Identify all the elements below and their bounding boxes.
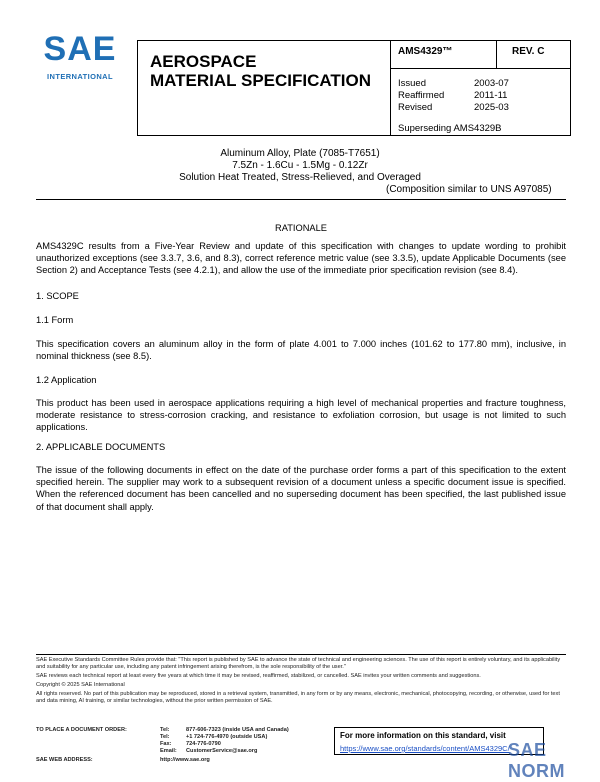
reaffirmed-value: 2011-11 bbox=[474, 90, 508, 101]
rationale-text: AMS4329C results from a Five-Year Review and update of this specification with changes to update wording to prohibit unauthorized exceptions (see 3.3.7, 3.6, and 8.3), correct reference metric value (see 3.3.5), update Applicable Documents (see Section 2) and Acceptance Tests (see 4.2.1), and allow the use of the immediate prior specification revision (see 8.4). bbox=[36, 241, 566, 276]
email-label: Email: bbox=[160, 748, 177, 754]
section-application: 1.2 Application bbox=[36, 375, 97, 385]
fax-label: Fax: bbox=[160, 741, 172, 747]
revised-value: 2025-03 bbox=[474, 102, 509, 113]
watermark: SAE NORM bbox=[508, 740, 565, 781]
sae-logo-subtitle: INTERNATIONAL bbox=[47, 72, 113, 81]
footer-divider bbox=[36, 654, 566, 655]
section-form: 1.1 Form bbox=[36, 315, 74, 325]
tel2-label: Tel: bbox=[160, 734, 170, 740]
applicable-documents-text: The issue of the following documents in effect on the date of the purchase order forms a part of this specification to the extent specified herein. The supplier may work to a subsequent revision of a document unless a specific document issue is specified. When the referenced document has been cancelled and no superseding document has been specified, the last published issue of that document shall apply. bbox=[36, 465, 566, 512]
reaffirmed-label: Reaffirmed bbox=[398, 90, 445, 101]
document-number: AMS4329™ bbox=[398, 46, 453, 57]
web-label: SAE WEB ADDRESS: bbox=[36, 757, 93, 763]
footer-copyright: Copyright © 2025 SAE International bbox=[36, 682, 125, 688]
subtitle-line-1: Aluminum Alloy, Plate (7085-T7651) bbox=[220, 148, 380, 159]
footer-rights: All rights reserved. No part of this publication may be reproduced, stored in a retrieval system, transmitted, in any form or by any means, electronic, mechanical, photocopying, recording, or otherwise, used for text and data mining, AI training, or similar technologies, without the prior written permission of SAE. bbox=[36, 691, 560, 704]
footer-review: SAE reviews each technical report at least every five years at which time it may be revised, reaffirmed, stabilized, or cancelled. SAE invites your written comments and suggestions. bbox=[36, 673, 481, 679]
section-scope: 1. SCOPE bbox=[36, 291, 79, 301]
email-link[interactable]: CustomerService@sae.org bbox=[186, 748, 258, 754]
application-text: This product has been used in aerospace applications requiring a high level of mechanical properties and fracture toughness, moderate resistance to stress-corrosion cracking, and resistance to exfoliation corrosion, but usage is not limited to such applications. bbox=[36, 398, 566, 433]
title-line-1: AEROSPACE bbox=[150, 52, 257, 71]
fax-value: 724-776-0790 bbox=[186, 741, 221, 747]
title-line-2: MATERIAL SPECIFICATION bbox=[150, 71, 371, 90]
issued-value: 2003-07 bbox=[474, 78, 509, 89]
composition-note: (Composition similar to UNS A97085) bbox=[386, 184, 552, 195]
subtitle-line-2: 7.5Zn - 1.6Cu - 1.5Mg - 0.12Zr bbox=[232, 160, 368, 171]
issued-label: Issued bbox=[398, 78, 426, 89]
revised-label: Revised bbox=[398, 102, 433, 113]
tel2-value: +1 724-776-4970 (outside USA) bbox=[186, 734, 268, 740]
sae-logo: SAE bbox=[43, 30, 117, 68]
section-applicable-documents: 2. APPLICABLE DOCUMENTS bbox=[36, 442, 166, 452]
subtitle-line-3: Solution Heat Treated, Stress-Relieved, and Overaged bbox=[179, 172, 421, 183]
footer bbox=[36, 657, 566, 705]
web-link[interactable]: http://www.sae.org bbox=[160, 757, 210, 763]
order-label: TO PLACE A DOCUMENT ORDER: bbox=[36, 727, 127, 733]
revision-label: REV. C bbox=[512, 46, 545, 57]
tel-value: 877-606-7323 (inside USA and Canada) bbox=[186, 727, 289, 733]
rationale-heading: RATIONALE bbox=[274, 223, 327, 233]
standard-link[interactable]: https://www.sae.org/standards/content/AMS4329C/ bbox=[340, 744, 510, 753]
more-info-text: For more information on this standard, visit bbox=[340, 731, 506, 740]
superseding: Superseding AMS4329B bbox=[398, 123, 502, 134]
tel-label: Tel: bbox=[160, 727, 170, 733]
form-text: This specification covers an aluminum alloy in the form of plate 4.001 to 7.000 inches (101.62 to 177.80 mm), inclusive, in nominal thickness (see 8.5). bbox=[36, 339, 566, 362]
footer-rules: SAE Executive Standards Committee Rules provide that: "This report is published by SAE to advance the state of technical and engineering sciences. The use of this report is entirely voluntary, and its applicability and suitability for any particular use, including any patent infringement arising therefrom, is the sole responsibility of the user." bbox=[36, 657, 561, 670]
